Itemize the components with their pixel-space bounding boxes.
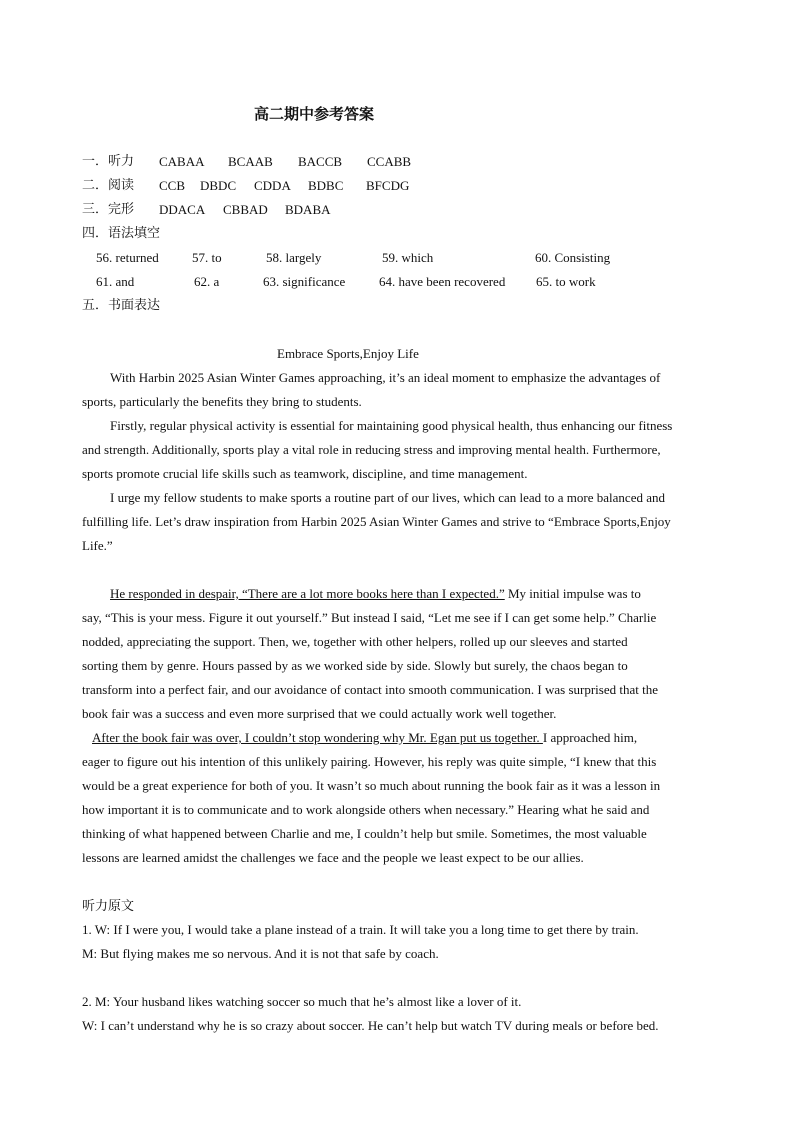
essay-line: sports, particularly the benefits they bring to students. (82, 394, 362, 409)
essay-line: Firstly, regular physical activity is essential for maintaining good physical health, thus enhancing our fitness (110, 418, 673, 433)
continuation-line: say, “This is your mess. Figure it out yourself.” But instead I said, “Let me see if I can get some help.” Charlie (82, 610, 657, 625)
continuation-line: how important it is to communicate and to work alongside others when necessary.” Hearing what he said and (82, 802, 650, 817)
underlined-sentence: After the book fair was over, I couldn’t stop wondering why Mr. Egan put us together. (92, 730, 543, 745)
essay-line: I urge my fellow students to make sports a routine part of our lives, which can lead to a more balanced and (110, 490, 665, 505)
essay-line: fulfilling life. Let’s draw inspiration from Harbin 2025 Asian Winter Games and strive to “Embrace Sports,Enjoy (82, 514, 671, 529)
continuation-line-first (92, 730, 637, 746)
continuation-line: thinking of what happened between Charlie and me, I couldn’t help but smile. Sometimes, the most valuable (82, 826, 647, 841)
continuation-line: would be a great experience for both of you. It wasn’t so much about running the book fair as it was a lesson in (82, 778, 661, 793)
answer-group: BFCDG (366, 178, 410, 193)
grammar-answer: 62. a (194, 274, 220, 289)
grammar-answer: 60. Consisting (535, 250, 611, 265)
grammar-answer: 65. to work (536, 274, 596, 289)
grammar-answer: 64. have been recovered (379, 274, 506, 289)
essay-line: and strength. Additionally, sports play a vital role in reducing stress and improving mental health. Furthermore, (82, 442, 661, 457)
answer-group: CBBAD (223, 202, 268, 217)
section-label-writing: 五．书面表达 (82, 298, 161, 313)
continuation-line-first (110, 586, 641, 602)
section-label-grammar: 四．语法填空 (82, 226, 161, 241)
answer-group: BDBC (308, 178, 344, 193)
grammar-answer: 57. to (192, 250, 222, 265)
continuation-line: transform into a perfect fair, and our avoidance of contact into smooth communication. I was surprised that the (82, 682, 658, 697)
answer-group: DBDC (200, 178, 237, 193)
section-label-reading: 二．阅读 (82, 178, 135, 193)
answer-group: CCB (159, 178, 186, 193)
answer-group: CDDA (254, 178, 291, 193)
grammar-answer: 58. largely (266, 250, 322, 265)
continuation-line: book fair was a success and even more surprised that we could actually work well together. (82, 706, 557, 721)
section-label-cloze: 三．完形 (82, 202, 135, 217)
grammar-answer: 56. returned (96, 250, 159, 265)
continuation-line: lessons are learned amidst the challenges we face and the people we least expect to be our allies. (82, 850, 584, 865)
continuation-text: I approached him, (542, 730, 638, 745)
answer-group: BDABA (285, 202, 331, 217)
transcript-heading: 听力原文 (82, 899, 135, 914)
answer-group: CABAA (159, 154, 205, 169)
answer-group: CCABB (367, 154, 412, 169)
essay-line: With Harbin 2025 Asian Winter Games approaching, it’s an ideal moment to emphasize the advantages of (110, 370, 661, 385)
answer-group: BACCB (298, 154, 343, 169)
transcript-line: M: But flying makes me so nervous. And it is not that safe by coach. (82, 946, 439, 961)
continuation-line: eager to figure out his intention of this unlikely pairing. However, his reply was quite simple, “I knew that this (82, 754, 657, 769)
page-title: 高二期中参考答案 (254, 105, 375, 123)
answer-group: BCAAB (228, 154, 273, 169)
grammar-answer: 59. which (382, 250, 434, 265)
answer-group: DDACA (159, 202, 206, 217)
continuation-line: nodded, appreciating the support. Then, we, together with other helpers, rolled up our sleeves and started (82, 634, 628, 649)
continuation-line: sorting them by genre. Hours passed by as we worked side by side. Slowly but surely, the chaos began to (82, 658, 628, 673)
grammar-answer: 63. significance (263, 274, 346, 289)
grammar-answer: 61. and (96, 274, 135, 289)
essay-line: sports promote crucial life skills such as teamwork, discipline, and time management. (82, 466, 528, 481)
essay-title: Embrace Sports,Enjoy Life (277, 346, 419, 361)
section-label-listening: 一．听力 (82, 154, 135, 169)
transcript-line: 1. W: If I were you, I would take a plane instead of a train. It will take you a long time to get there by train. (82, 922, 639, 937)
continuation-text: My initial impulse was to (504, 586, 641, 601)
transcript-line: W: I can’t understand why he is so crazy about soccer. He can’t help but watch TV during meals or before bed. (82, 1018, 659, 1033)
essay-line: Life.” (82, 538, 113, 553)
transcript-line: 2. M: Your husband likes watching soccer so much that he’s almost like a lover of it. (82, 994, 522, 1009)
underlined-sentence: He responded in despair, “There are a lot more books here than I expected.” (110, 586, 505, 601)
